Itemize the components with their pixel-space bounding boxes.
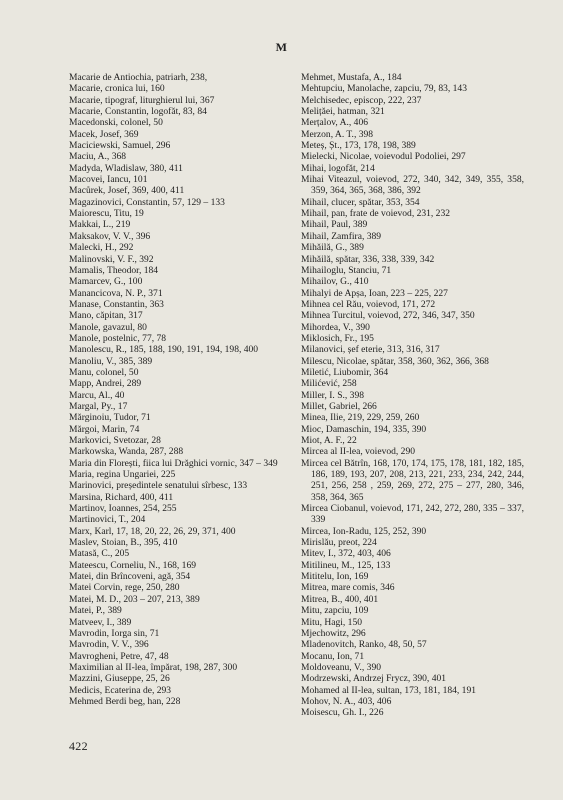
index-entry: Mihail, clucer, spătar, 353, 354 bbox=[301, 196, 420, 208]
index-entry: Mavrogheni, Petre, 47, 48 bbox=[69, 650, 169, 662]
index-entry: Macarie, tipograf, liturghierul lui, 367 bbox=[69, 94, 215, 106]
index-entry: Mircea al II-lea, voievod, 290 bbox=[301, 446, 415, 458]
index-entry: Maximilian al II-lea, împărat, 198, 287, 300 bbox=[69, 661, 238, 673]
index-entry: Mocanu, Ion, 71 bbox=[301, 650, 365, 662]
index-entry: Miklosich, Fr., 195 bbox=[301, 332, 374, 344]
index-entry: Modrzewski, Andrzej Frycz, 390, 401 bbox=[301, 673, 447, 685]
index-entry: Manu, colonel, 50 bbox=[69, 366, 139, 378]
index-entry: Minea, Ilie, 219, 229, 259, 260 bbox=[301, 412, 420, 424]
index-entry: Markowska, Wanda, 287, 288 bbox=[69, 446, 184, 458]
index-entry: Mihnea Turcitul, voievod, 272, 346, 347, 350 bbox=[301, 310, 475, 322]
index-entry: Meteș, Șt., 173, 178, 198, 389 bbox=[301, 140, 416, 152]
index-entry: Matasă, C., 205 bbox=[69, 548, 130, 560]
index-entry: Mihalyi de Apșa, Ioan, 223 – 225, 227 bbox=[301, 287, 448, 299]
index-entry: Mihăilă, G., 389 bbox=[301, 242, 364, 254]
index-entry: Macovei, Iancu, 101 bbox=[69, 174, 148, 186]
section-letter: M bbox=[275, 40, 288, 54]
index-entry: Mihai Viteazul, voievod, 272, 340, 342, 349, 355, 358, 359, 364, 365, 368, 386, 392 bbox=[301, 174, 524, 197]
index-entry: Macůrek, Josef, 369, 400, 411 bbox=[69, 185, 185, 197]
index-entry: Matveev, I., 389 bbox=[69, 616, 132, 628]
index-entry: Marx, Karl, 17, 18, 20, 22, 26, 29, 371, 400 bbox=[69, 525, 236, 537]
index-entry: Manoliu, V., 385, 389 bbox=[69, 355, 153, 367]
index-entry: Manolescu, R., 185, 188, 190, 191, 194, 198, 400 bbox=[69, 344, 259, 356]
index-entry: Moldoveanu, V., 390 bbox=[301, 661, 382, 673]
index-entry: Macarie, cronica lui, 160 bbox=[69, 83, 165, 95]
index-entry: Maslev, Stoian, B., 395, 410 bbox=[69, 537, 178, 549]
index-entry: Mitilineu, M., 125, 133 bbox=[301, 559, 391, 571]
index-entry: Melchisedec, episcop, 222, 237 bbox=[301, 94, 422, 106]
index-entry: Mehmet, Mustafa, A., 184 bbox=[301, 72, 402, 83]
index-entry: Maciu, A., 368 bbox=[69, 151, 127, 163]
index-entry: Mapp, Andrei, 289 bbox=[69, 378, 142, 390]
index-entry: Mamalis, Theodor, 184 bbox=[69, 264, 159, 276]
index-entry: Maciciewski, Samuel, 296 bbox=[69, 140, 171, 152]
index-entry: Milanovici, șef eterie, 313, 316, 317 bbox=[301, 344, 440, 356]
index-entry: Mircea, Ion-Radu, 125, 252, 390 bbox=[301, 525, 427, 537]
index-entry: Mavrodin, Iorga sin, 71 bbox=[69, 627, 160, 639]
index-entry: Mihăilă, spătar, 336, 338, 339, 342 bbox=[301, 253, 435, 265]
index-entry: Maria din Florești, fiica lui Drăghici vornic, 347 – 349 bbox=[69, 457, 278, 469]
index-entry: Mircea Ciobanul, voievod, 171, 242, 272, 280, 335 – 337, 339 bbox=[301, 503, 524, 526]
index-entry: Mitu, zapciu, 109 bbox=[301, 605, 369, 617]
index-entry: Mioc, Damaschin, 194, 335, 390 bbox=[301, 423, 427, 435]
index-entry: Mirislău, preot, 224 bbox=[301, 537, 377, 549]
index-entry: Malecki, H., 292 bbox=[69, 242, 134, 254]
index-entry: Malinovski, V. F., 392 bbox=[69, 253, 154, 265]
index-entry: Margal, Py., 17 bbox=[69, 400, 128, 412]
index-entry: Mihnea cel Rău, voievod, 171, 272 bbox=[301, 298, 436, 310]
index-entry: Maria, regina Ungariei, 225 bbox=[69, 469, 176, 481]
index-entry: Macarie, Constantin, logofăt, 83, 84 bbox=[69, 106, 207, 118]
index-entry: Manole, postelnic, 77, 78 bbox=[69, 332, 167, 344]
index-column-left bbox=[69, 72, 291, 707]
index-entry: Martinov, Ioannes, 254, 255 bbox=[69, 503, 177, 515]
page-number: 422 bbox=[69, 739, 88, 753]
index-entry: Maiorescu, Titu, 19 bbox=[69, 208, 144, 220]
index-entry: Macarie de Antiochia, patriarh, 238, bbox=[69, 72, 208, 83]
index-entry: Mitu, Hagi, 150 bbox=[301, 616, 362, 628]
index-entry: Markovici, Svetozar, 28 bbox=[69, 435, 161, 446]
index-entry: Mjechowitz, 296 bbox=[301, 627, 366, 639]
index-entry: Matei, M. D., 203 – 207, 213, 389 bbox=[69, 593, 200, 605]
index-entry: Makkai, L., 219 bbox=[69, 219, 131, 231]
index-entry: Moisescu, Gh. I., 226 bbox=[301, 707, 384, 719]
index-entry: Mano, căpitan, 317 bbox=[69, 310, 143, 322]
index-entry: Mladenovitch, Ranko, 48, 50, 57 bbox=[301, 639, 427, 651]
index-entry: Mihail, Paul, 389 bbox=[301, 219, 368, 231]
index-entry: Matei, din Brîncoveni, agă, 354 bbox=[69, 571, 191, 583]
index-entry: Milescu, Nicolae, spătar, 358, 360, 362, 366, 368 bbox=[301, 355, 489, 367]
index-entry: Melițăei, hatman, 321 bbox=[301, 106, 385, 118]
index-entry: Mihail, Zamfira, 389 bbox=[301, 230, 382, 242]
index-entry: Mielecki, Nicolae, voievodul Podoliei, 297 bbox=[301, 151, 466, 163]
index-entry: Macek, Josef, 369 bbox=[69, 128, 139, 140]
index-entry: Miletić, Liubomir, 364 bbox=[301, 366, 389, 378]
index-entry: Marcu, Al., 40 bbox=[69, 389, 125, 401]
index-entry: Mehmed Berdi beg, han, 228 bbox=[69, 695, 181, 707]
index-entry: Mititelu, Ion, 169 bbox=[301, 571, 369, 583]
index-entry: Mihordea, V., 390 bbox=[301, 321, 370, 333]
index-entry: Mitrea, mare comis, 346 bbox=[301, 582, 395, 594]
index-entry: Mazzini, Giuseppe, 25, 26 bbox=[69, 673, 170, 685]
index-entry: Magazinovici, Constantin, 57, 129 – 133 bbox=[69, 196, 225, 208]
index-entry: Mamarcev, G., 100 bbox=[69, 276, 143, 288]
index-entry: Mitrea, B., 400, 401 bbox=[301, 593, 379, 605]
index-entry: Mavrodin, V. V., 396 bbox=[69, 639, 149, 651]
index-entry: Miot, A. F., 22 bbox=[301, 435, 357, 446]
index-entry: Milićević, 258 bbox=[301, 378, 357, 390]
index-column-right bbox=[301, 72, 524, 719]
index-entry: Miller, I. S., 398 bbox=[301, 389, 364, 401]
index-entry: Marinovici, președintele senatului sîrbesc, 133 bbox=[69, 480, 248, 492]
index-entry: Mărginoiu, Tudor, 71 bbox=[69, 412, 151, 424]
index-entry: Marsina, Richard, 400, 411 bbox=[69, 491, 174, 503]
index-entry: Mohamed al II-lea, sultan, 173, 181, 184, 191 bbox=[301, 684, 476, 696]
index-entry: Martinovici, T., 204 bbox=[69, 514, 146, 526]
index-entry: Manancicova, N. P., 371 bbox=[69, 287, 163, 299]
index-entry: Matei, P., 389 bbox=[69, 605, 122, 617]
index-entry: Manase, Constantin, 363 bbox=[69, 298, 164, 310]
index-entry: Mihail, pan, frate de voievod, 231, 232 bbox=[301, 208, 451, 220]
index-entry: Mateescu, Corneliu, N., 168, 169 bbox=[69, 559, 197, 571]
index-entry: Millet, Gabriel, 266 bbox=[301, 400, 377, 412]
index-entry: Mohov, N. A., 403, 406 bbox=[301, 695, 392, 707]
index-entry: Mihailov, G., 410 bbox=[301, 276, 369, 288]
index-entry: Macedonski, colonel, 50 bbox=[69, 117, 163, 129]
index-entry: Mărgoi, Marin, 74 bbox=[69, 423, 140, 435]
index-entry: Mitev, I., 372, 403, 406 bbox=[301, 548, 391, 560]
index-entry: Mehtupciu, Manolache, zapciu, 79, 83, 143 bbox=[301, 83, 467, 95]
index-entry: Maksakov, V. V., 396 bbox=[69, 230, 151, 242]
index-entry: Mircea cel Bătrîn, 168, 170, 174, 175, 178, 181, 182, 185, 186, 189, 193, 207, 208, 213, 221, 233, 234, 242, 244, 251, 256, 258 , 259, 269, 272, 275 – 277, 280, 346, 358, 364, 365 bbox=[301, 457, 524, 503]
index-entry: Mihai, logofăt, 214 bbox=[301, 162, 375, 174]
index-entry: Matei Corvin, rege, 250, 280 bbox=[69, 582, 180, 594]
index-entry: Manole, gavazul, 80 bbox=[69, 321, 147, 333]
index-entry: Merzon, A. T., 398 bbox=[301, 128, 374, 140]
index-entry: Merțalov, A., 406 bbox=[301, 117, 368, 129]
index-entry: Medicis, Ecaterina de, 293 bbox=[69, 684, 172, 696]
index-entry: Mihailoglu, Stanciu, 71 bbox=[301, 264, 392, 276]
index-entry: Madyda, Wladislaw, 380, 411 bbox=[69, 162, 183, 174]
